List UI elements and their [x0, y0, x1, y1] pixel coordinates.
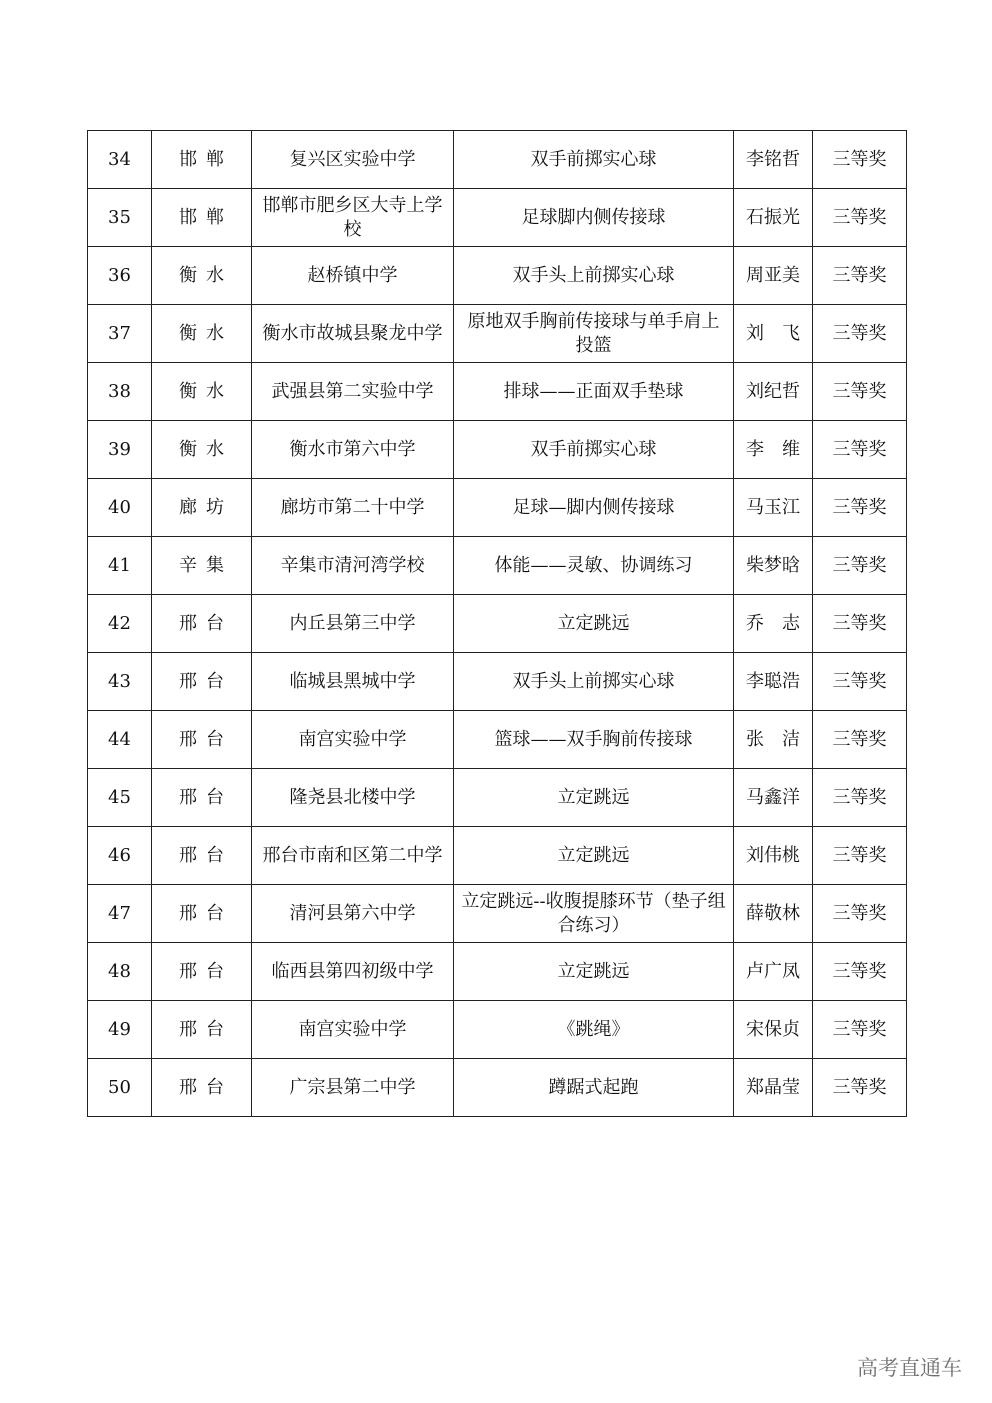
awards-table: [87, 130, 907, 1117]
city-cell-text: 邢台: [179, 902, 233, 924]
teacher-name-cell: [734, 421, 813, 479]
row-number-text: 47: [108, 902, 131, 924]
topic-cell-text: 立定跳远: [557, 960, 630, 982]
school-cell-text: 隆尧县北楼中学: [289, 786, 416, 808]
topic-cell: [454, 885, 734, 943]
teacher-name-cell: [734, 885, 813, 943]
award-cell: [813, 131, 907, 189]
city-cell-text: 邢台: [179, 1018, 233, 1040]
table-row: [88, 711, 907, 769]
city-cell: [152, 711, 252, 769]
row-number-text: 42: [108, 612, 131, 634]
topic-cell-text: 立定跳远: [557, 786, 630, 808]
topic-cell: [454, 131, 734, 189]
teacher-name-cell: [734, 1059, 813, 1117]
row-number-text: 35: [108, 206, 131, 228]
award-cell-text: 三等奖: [832, 380, 887, 402]
teacher-name-cell: [734, 363, 813, 421]
award-cell: [813, 305, 907, 363]
city-cell: [152, 131, 252, 189]
school-cell-text: 清河县第六中学: [289, 902, 416, 924]
award-cell: [813, 363, 907, 421]
city-cell: [152, 769, 252, 827]
row-number-text: 48: [108, 960, 131, 982]
school-cell-text: 辛集市清河湾学校: [280, 554, 425, 576]
row-number-text: 37: [108, 322, 131, 344]
row-number: [88, 479, 152, 537]
topic-cell-text: 双手头上前掷实心球: [512, 670, 675, 692]
city-cell: [152, 943, 252, 1001]
awards-table-body: [88, 131, 907, 1117]
table-row: [88, 479, 907, 537]
topic-cell: [454, 943, 734, 1001]
award-cell: [813, 885, 907, 943]
teacher-name-cell: [734, 247, 813, 305]
row-number-text: 49: [108, 1018, 131, 1040]
table-row: [88, 943, 907, 1001]
award-cell-text: 三等奖: [832, 1076, 887, 1098]
topic-cell: [454, 711, 734, 769]
table-row: [88, 769, 907, 827]
school-cell: [252, 189, 454, 247]
school-cell: [252, 421, 454, 479]
school-cell: [252, 1059, 454, 1117]
award-cell-text: 三等奖: [832, 148, 887, 170]
teacher-name-cell: [734, 595, 813, 653]
school-cell: [252, 653, 454, 711]
city-cell: [152, 479, 252, 537]
teacher-name-cell-text: 柴梦晗: [746, 554, 800, 576]
city-cell: [152, 363, 252, 421]
award-cell-text: 三等奖: [832, 844, 887, 866]
award-cell: [813, 421, 907, 479]
row-number: [88, 189, 152, 247]
teacher-name-cell-text: 薛敬林: [746, 902, 800, 924]
table-row: [88, 827, 907, 885]
teacher-name-cell: [734, 131, 813, 189]
school-cell-text: 内丘县第三中学: [289, 612, 416, 634]
row-number-text: 36: [108, 264, 131, 286]
topic-cell-text: 立定跳远: [557, 612, 630, 634]
school-cell: [252, 595, 454, 653]
school-cell-text: 临西县第四初级中学: [271, 960, 434, 982]
teacher-name-cell-text: 李聪浩: [746, 670, 800, 692]
topic-cell-text: 双手前掷实心球: [530, 438, 657, 460]
school-cell-text: 武强县第二实验中学: [271, 380, 434, 402]
row-number-text: 40: [108, 496, 131, 518]
award-cell-text: 三等奖: [832, 554, 887, 576]
row-number: [88, 363, 152, 421]
award-cell: [813, 827, 907, 885]
topic-cell: [454, 247, 734, 305]
teacher-name-cell-text: 马玉江: [746, 496, 800, 518]
city-cell-text: 衡水: [179, 264, 233, 286]
award-cell-text: 三等奖: [832, 1018, 887, 1040]
row-number-text: 44: [108, 728, 131, 750]
award-cell: [813, 711, 907, 769]
award-cell-text: 三等奖: [832, 496, 887, 518]
row-number-text: 39: [108, 438, 131, 460]
city-cell: [152, 827, 252, 885]
school-cell: [252, 1001, 454, 1059]
award-cell: [813, 1059, 907, 1117]
teacher-name-cell-text: 刘 飞: [746, 322, 800, 344]
city-cell: [152, 537, 252, 595]
city-cell-text: 邢台: [179, 786, 233, 808]
school-cell-text: 赵桥镇中学: [307, 264, 398, 286]
city-cell-text: 邢台: [179, 960, 233, 982]
teacher-name-cell-text: 宋保贞: [746, 1018, 800, 1040]
school-cell: [252, 885, 454, 943]
teacher-name-cell: [734, 537, 813, 595]
award-cell-text: 三等奖: [832, 264, 887, 286]
row-number: [88, 711, 152, 769]
teacher-name-cell: [734, 305, 813, 363]
table-row: [88, 305, 907, 363]
school-cell-text: 南宫实验中学: [298, 1018, 407, 1040]
row-number: [88, 827, 152, 885]
topic-cell-text: 双手前掷实心球: [530, 148, 657, 170]
school-cell-text: 广宗县第二中学: [289, 1076, 416, 1098]
row-number-text: 38: [108, 380, 131, 402]
city-cell: [152, 1059, 252, 1117]
school-cell: [252, 769, 454, 827]
topic-cell-text: 原地双手胸前传接球与单手肩上投篮: [467, 310, 720, 356]
topic-cell: [454, 1059, 734, 1117]
city-cell-text: 邢台: [179, 670, 233, 692]
school-cell-text: 衡水市第六中学: [289, 438, 416, 460]
award-cell-text: 三等奖: [832, 786, 887, 808]
award-cell-text: 三等奖: [832, 670, 887, 692]
row-number: [88, 305, 152, 363]
watermark-text: 高考直通车: [857, 1356, 962, 1380]
award-cell-text: 三等奖: [832, 728, 887, 750]
school-cell: [252, 131, 454, 189]
school-cell-text: 复兴区实验中学: [289, 148, 416, 170]
topic-cell-text: 蹲踞式起跑: [548, 1076, 639, 1098]
city-cell: [152, 305, 252, 363]
city-cell: [152, 1001, 252, 1059]
topic-cell: [454, 769, 734, 827]
city-cell-text: 衡水: [179, 322, 233, 344]
table-row: [88, 1059, 907, 1117]
school-cell: [252, 363, 454, 421]
topic-cell-text: 足球脚内侧传接球: [521, 206, 666, 228]
award-cell: [813, 247, 907, 305]
table-row: [88, 1001, 907, 1059]
row-number: [88, 653, 152, 711]
row-number-text: 45: [108, 786, 131, 808]
city-cell-text: 邯郸: [179, 206, 233, 228]
teacher-name-cell-text: 张 洁: [746, 728, 800, 750]
topic-cell-text: 立定跳远--收腹提膝环节（垫子组合练习）: [461, 890, 726, 936]
teacher-name-cell-text: 马鑫洋: [746, 786, 800, 808]
school-cell: [252, 479, 454, 537]
row-number-text: 50: [108, 1076, 131, 1098]
city-cell: [152, 595, 252, 653]
city-cell: [152, 189, 252, 247]
city-cell-text: 邯郸: [179, 148, 233, 170]
teacher-name-cell: [734, 769, 813, 827]
teacher-name-cell: [734, 827, 813, 885]
table-row: [88, 421, 907, 479]
topic-cell-text: 双手头上前掷实心球: [512, 264, 675, 286]
teacher-name-cell: [734, 479, 813, 537]
school-cell: [252, 827, 454, 885]
school-cell-text: 临城县黑城中学: [289, 670, 416, 692]
teacher-name-cell: [734, 943, 813, 1001]
row-number-text: 34: [108, 148, 131, 170]
city-cell-text: 邢台: [179, 728, 233, 750]
award-cell-text: 三等奖: [832, 612, 887, 634]
row-number-text: 41: [108, 554, 131, 576]
teacher-name-cell-text: 李铭哲: [746, 148, 800, 170]
row-number: [88, 421, 152, 479]
topic-cell: [454, 363, 734, 421]
school-cell: [252, 711, 454, 769]
school-cell: [252, 943, 454, 1001]
city-cell-text: 衡水: [179, 380, 233, 402]
row-number: [88, 769, 152, 827]
table-row: [88, 885, 907, 943]
row-number: [88, 247, 152, 305]
table-row: [88, 131, 907, 189]
table-row: [88, 537, 907, 595]
row-number: [88, 131, 152, 189]
city-cell-text: 邢台: [179, 612, 233, 634]
row-number-text: 46: [108, 844, 131, 866]
topic-cell: [454, 421, 734, 479]
row-number: [88, 537, 152, 595]
award-cell: [813, 943, 907, 1001]
topic-cell: [454, 537, 734, 595]
topic-cell-text: 立定跳远: [557, 844, 630, 866]
topic-cell: [454, 305, 734, 363]
award-cell-text: 三等奖: [832, 322, 887, 344]
school-cell-text: 邯郸市肥乡区大寺上学校: [262, 194, 443, 240]
city-cell-text: 廊坊: [179, 496, 233, 518]
teacher-name-cell: [734, 653, 813, 711]
table-row: [88, 595, 907, 653]
school-cell-text: 廊坊市第二十中学: [280, 496, 425, 518]
school-cell-text: 衡水市故城县聚龙中学: [262, 322, 443, 344]
row-number: [88, 943, 152, 1001]
city-cell-text: 邢台: [179, 1076, 233, 1098]
teacher-name-cell-text: 刘伟桃: [746, 844, 800, 866]
topic-cell: [454, 595, 734, 653]
city-cell-text: 辛集: [179, 554, 233, 576]
city-cell-text: 邢台: [179, 844, 233, 866]
award-cell-text: 三等奖: [832, 206, 887, 228]
teacher-name-cell-text: 卢广凤: [746, 960, 800, 982]
topic-cell-text: 《跳绳》: [557, 1018, 630, 1040]
topic-cell-text: 足球—脚内侧传接球: [512, 496, 675, 518]
award-cell-text: 三等奖: [832, 960, 887, 982]
school-cell: [252, 537, 454, 595]
topic-cell: [454, 827, 734, 885]
teacher-name-cell-text: 周亚美: [746, 264, 800, 286]
award-cell: [813, 537, 907, 595]
teacher-name-cell-text: 石振光: [746, 206, 800, 228]
city-cell: [152, 247, 252, 305]
teacher-name-cell-text: 李 维: [746, 438, 800, 460]
table-row: [88, 189, 907, 247]
topic-cell-text: 体能——灵敏、协调练习: [494, 554, 693, 576]
city-cell: [152, 885, 252, 943]
topic-cell: [454, 479, 734, 537]
table-row: [88, 653, 907, 711]
teacher-name-cell-text: 乔 志: [746, 612, 800, 634]
award-cell-text: 三等奖: [832, 438, 887, 460]
school-cell-text: 邢台市南和区第二中学: [262, 844, 443, 866]
award-cell: [813, 595, 907, 653]
topic-cell: [454, 653, 734, 711]
row-number: [88, 1001, 152, 1059]
city-cell: [152, 421, 252, 479]
award-cell-text: 三等奖: [832, 902, 887, 924]
row-number: [88, 595, 152, 653]
topic-cell: [454, 1001, 734, 1059]
city-cell: [152, 653, 252, 711]
table-row: [88, 247, 907, 305]
teacher-name-cell: [734, 189, 813, 247]
topic-cell: [454, 189, 734, 247]
topic-cell-text: 篮球——双手胸前传接球: [494, 728, 693, 750]
row-number-text: 43: [108, 670, 131, 692]
row-number: [88, 885, 152, 943]
school-cell: [252, 305, 454, 363]
teacher-name-cell-text: 刘纪哲: [746, 380, 800, 402]
school-cell-text: 南宫实验中学: [298, 728, 407, 750]
city-cell-text: 衡水: [179, 438, 233, 460]
award-cell: [813, 479, 907, 537]
school-cell: [252, 247, 454, 305]
row-number: [88, 1059, 152, 1117]
table-row: [88, 363, 907, 421]
award-cell: [813, 189, 907, 247]
award-cell: [813, 769, 907, 827]
teacher-name-cell-text: 郑晶莹: [746, 1076, 800, 1098]
teacher-name-cell: [734, 711, 813, 769]
teacher-name-cell: [734, 1001, 813, 1059]
award-cell: [813, 653, 907, 711]
award-cell: [813, 1001, 907, 1059]
topic-cell-text: 排球——正面双手垫球: [503, 380, 684, 402]
